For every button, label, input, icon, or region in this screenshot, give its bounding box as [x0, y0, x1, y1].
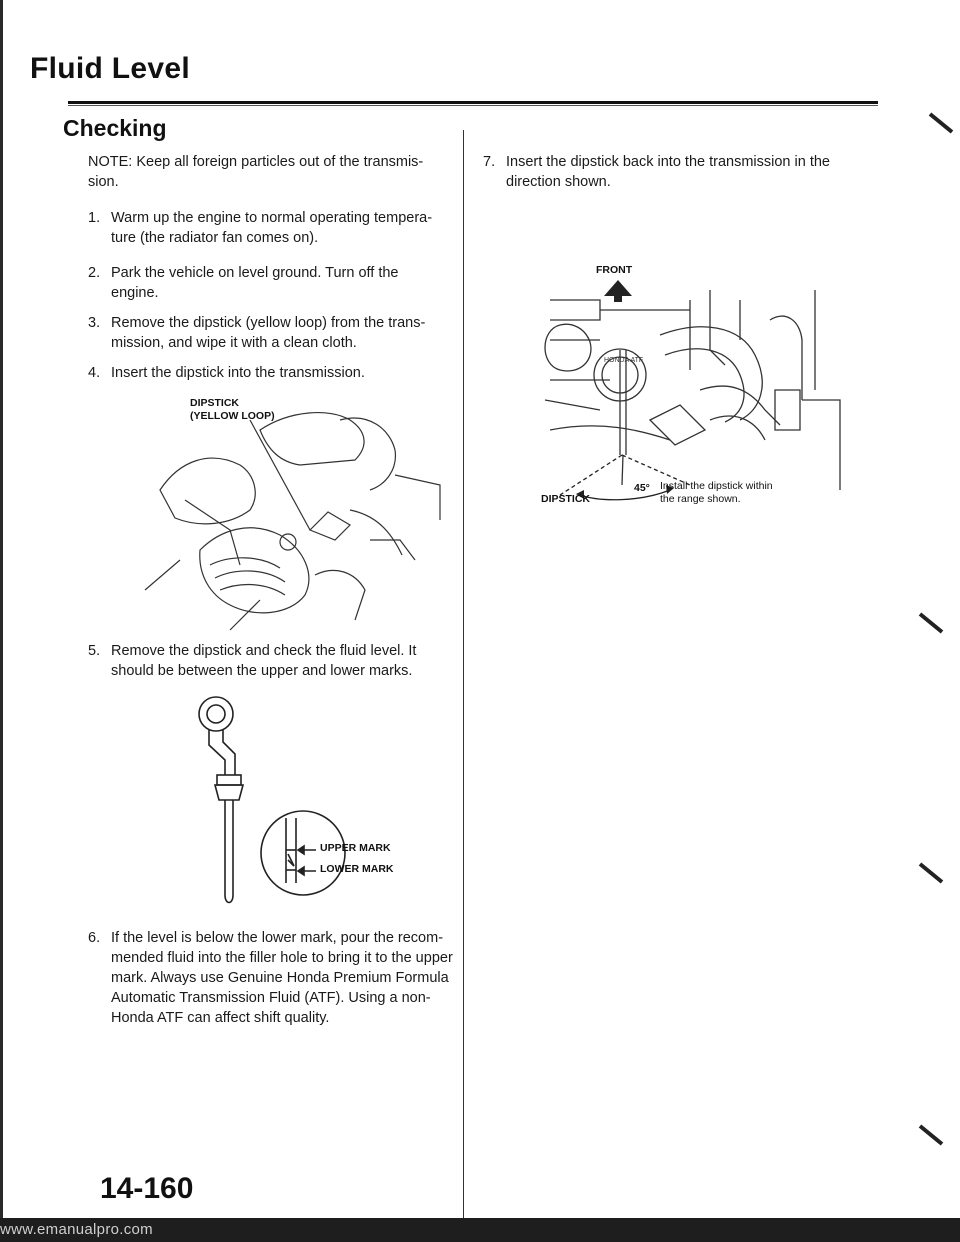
scan-tick-mark — [918, 862, 944, 884]
mark-arrows — [296, 840, 318, 880]
step-text: Insert the dipstick into the transmission. — [111, 365, 365, 381]
step-5 — [88, 641, 458, 683]
scan-tick-mark — [918, 612, 944, 634]
step-3 — [88, 313, 458, 355]
upper-mark-label: UPPER MARK — [320, 842, 391, 854]
step-text: Remove the dipstick (yellow loop) from the trans- mission, and wipe it with a clean cloth. — [111, 315, 426, 351]
step-number: 5. — [88, 643, 101, 659]
scan-tick-mark — [918, 1124, 944, 1146]
scan-edge — [0, 0, 3, 1242]
page-number: 14-160 — [100, 1172, 194, 1205]
section-heading: Checking — [63, 115, 167, 141]
page-title: Fluid Level — [30, 52, 190, 85]
step-number: 7. — [483, 154, 496, 170]
step-1 — [88, 208, 458, 250]
note-text: NOTE: Keep all foreign particles out of the transmis- sion. — [88, 154, 424, 190]
step-7 — [483, 152, 878, 194]
footer-bar — [0, 1218, 960, 1242]
dipstick-yellow-loop-label: DIPSTICK (YELLOW LOOP) — [190, 397, 275, 422]
step-number: 4. — [88, 365, 101, 381]
step-number: 6. — [88, 930, 101, 946]
step-4 — [88, 363, 458, 385]
step-text: If the level is below the lower mark, pour the recom- mended fluid into the filler hole to bring it to the upper mark. Always use Genuine Honda Premium Formula Automatic Transmission Fluid (ATF). Using a non- Honda ATF can affect shift quality. — [111, 930, 453, 1026]
front-label: FRONT — [596, 264, 633, 276]
honda-atf-emblem-text: HONDA ATF — [604, 357, 644, 364]
step-text: Remove the dipstick and check the fluid level. It should be between the upper and lower marks. — [111, 643, 417, 679]
step-text: Insert the dipstick back into the transmission in the direction shown. — [506, 154, 830, 190]
footer-url-text[interactable]: www.emanualpro.com — [0, 1221, 153, 1238]
step-6 — [88, 928, 463, 1030]
dipstick-installed-illustration — [140, 390, 450, 640]
step-number: 3. — [88, 315, 101, 331]
dipstick-label: DIPSTICK — [541, 493, 591, 505]
column-divider — [463, 130, 464, 1230]
title-rule-thin — [68, 105, 878, 106]
title-rule — [68, 101, 878, 104]
install-range-note: Install the dipstick within the range shown. — [660, 480, 773, 505]
angle-label: 45° — [634, 482, 650, 494]
scan-tick-mark — [928, 112, 954, 134]
step-number: 2. — [88, 265, 101, 281]
step-text: Warm up the engine to normal operating tempera- ture (the radiator fan comes on). — [111, 210, 433, 246]
lower-mark-label: LOWER MARK — [320, 863, 394, 875]
step-text: Park the vehicle on level ground. Turn off the engine. — [111, 265, 399, 301]
step-number: 1. — [88, 210, 101, 226]
step-2 — [88, 263, 458, 305]
